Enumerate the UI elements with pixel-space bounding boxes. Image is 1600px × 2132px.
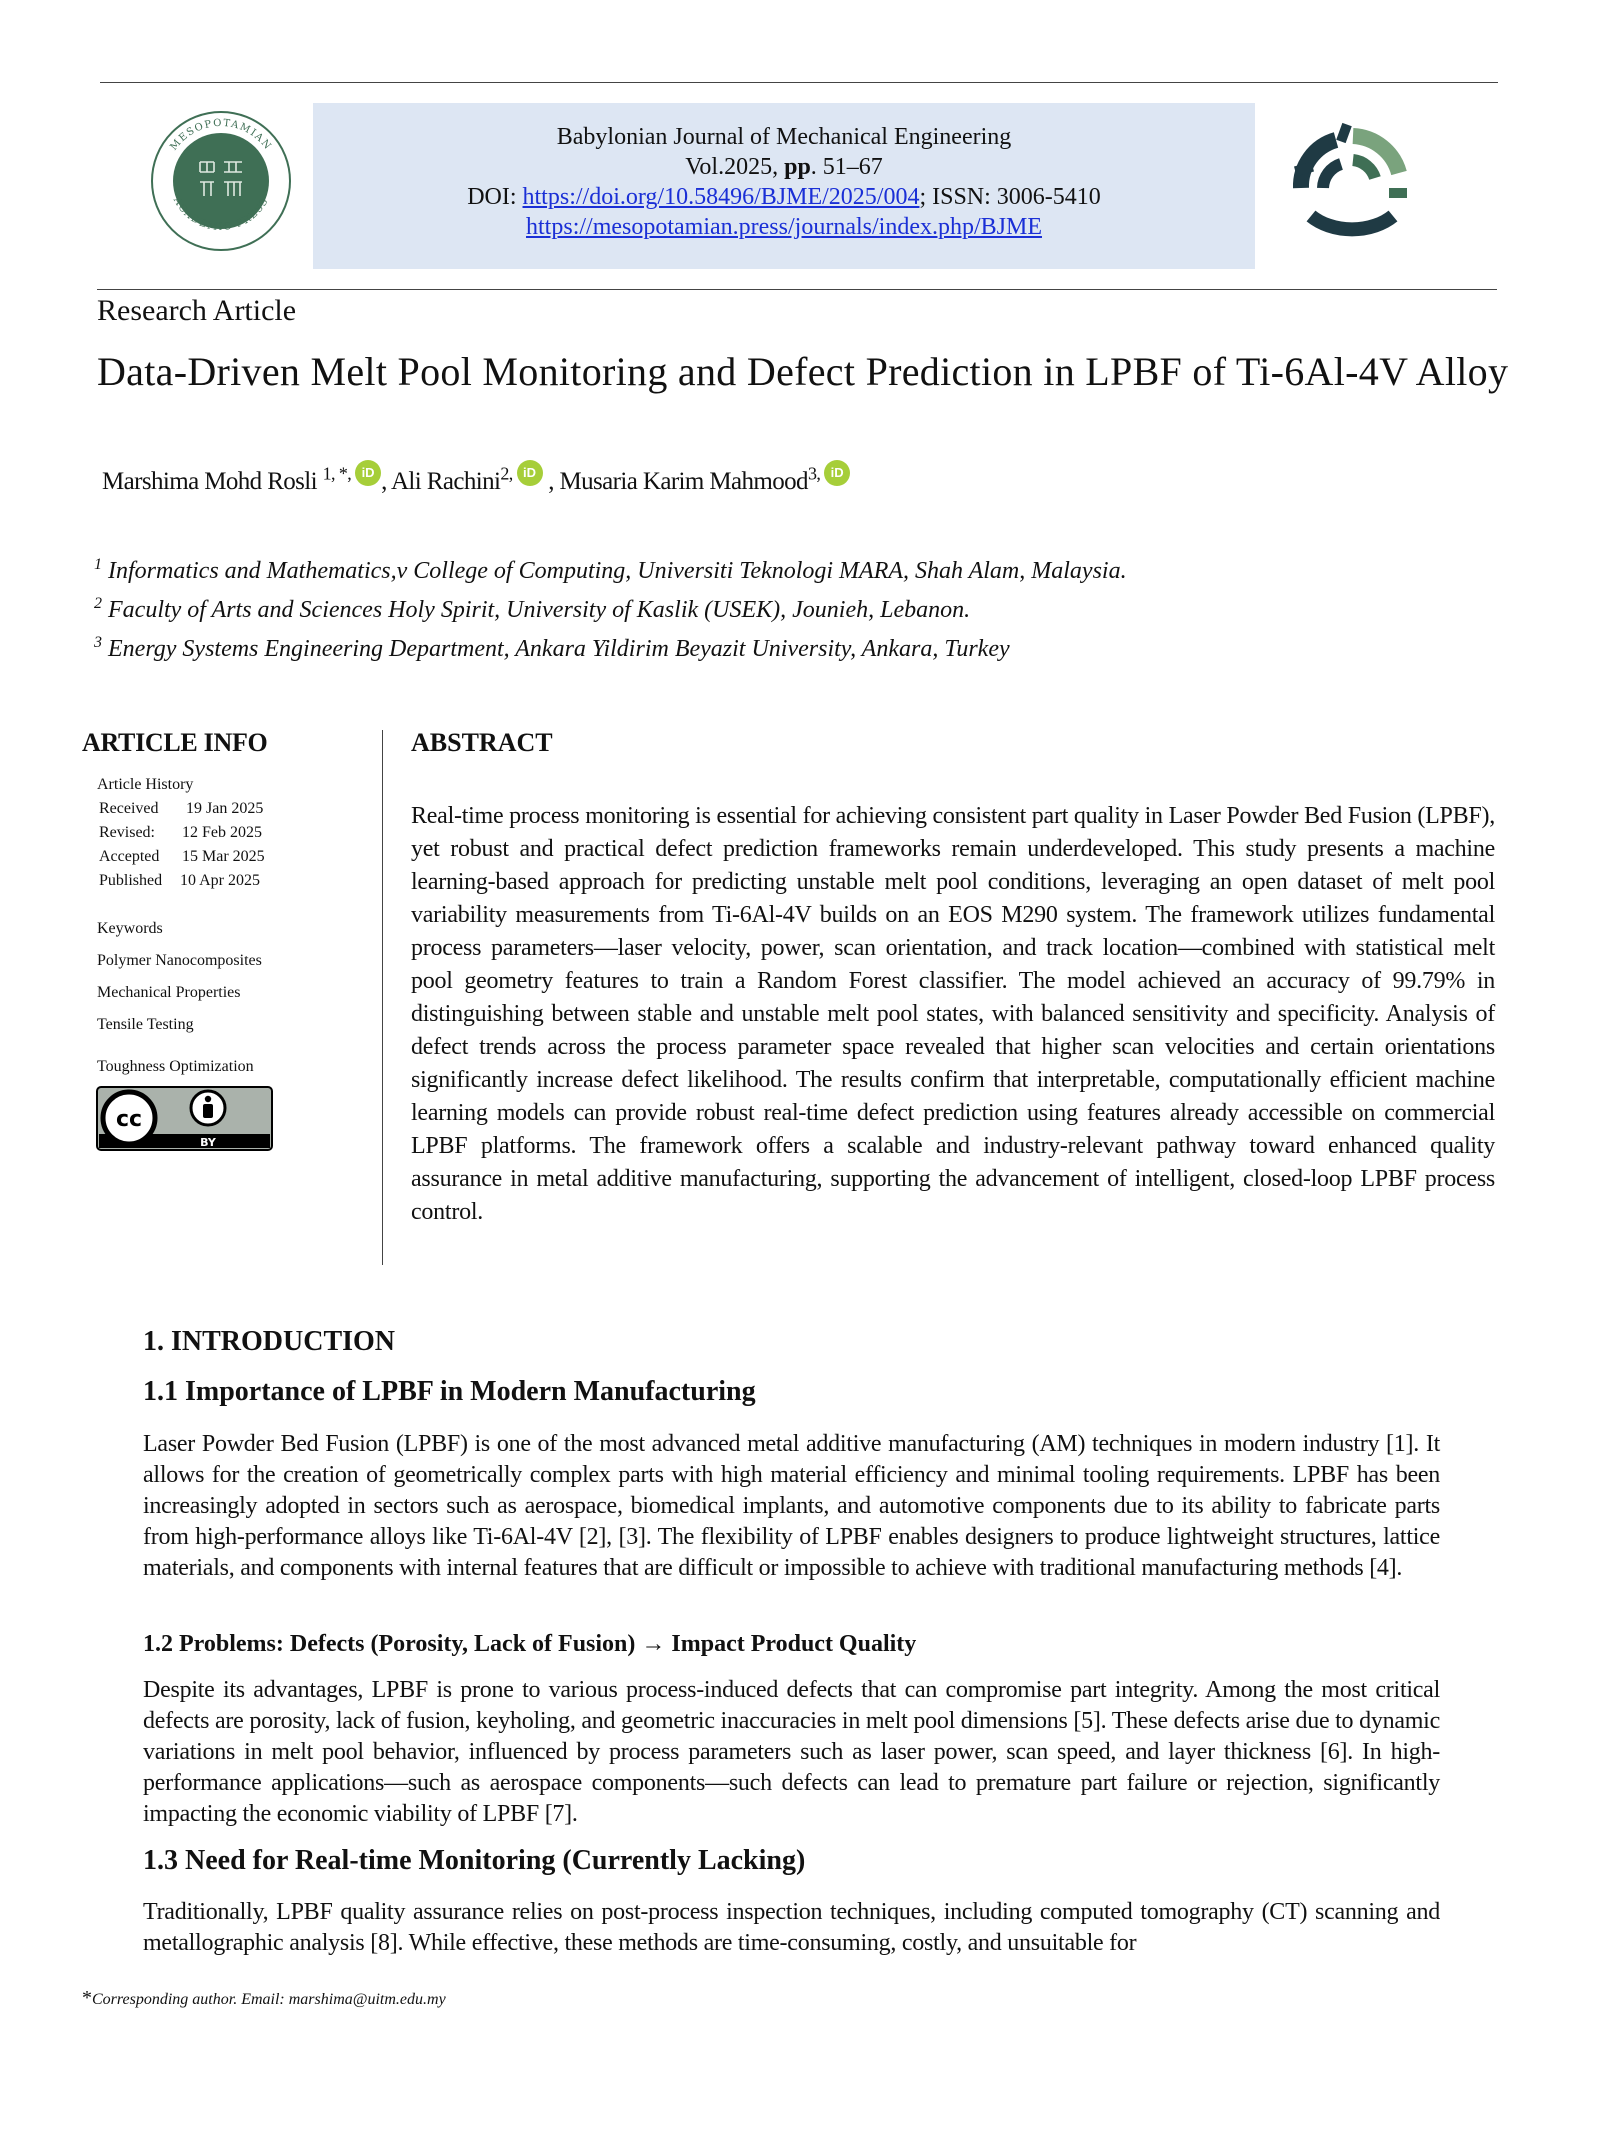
keyword-item: Polymer Nanocomposites xyxy=(97,952,262,969)
doi-line xyxy=(313,182,1255,212)
journal-url-link[interactable]: https://mesopotamian.press/journals/index.php/BJME xyxy=(526,214,1042,240)
subsection-heading-1-2: 1.2 Problems: Defects (Porosity, Lack of Fusion) → Impact Product Quality xyxy=(143,1631,917,1657)
issn-text: ; ISSN: 3006-5410 xyxy=(919,184,1101,210)
affiliation-number: 2 xyxy=(94,595,102,612)
affiliation-text: Faculty of Arts and Sciences Holy Spirit, University of Kaslik (USEK), Jounieh, Lebanon. xyxy=(102,597,971,623)
affiliation-1 xyxy=(94,556,1127,585)
subsection-heading-1-1: 1.1 Importance of LPBF in Modern Manufacturing xyxy=(143,1376,756,1407)
journal-name: Babylonian Journal of Mechanical Engineering xyxy=(556,124,1012,150)
author-affiliation-marker: 1, *, xyxy=(322,463,356,484)
pages-label: pp xyxy=(784,154,811,180)
author-name: , Musaria Karim Mahmood xyxy=(542,468,808,495)
svg-text:ACADEMIC PRESS: ACADEMIC PRESS xyxy=(170,195,272,234)
affiliation-3 xyxy=(94,634,1010,663)
publisher-seal-logo xyxy=(150,110,292,252)
orcid-icon[interactable]: iD xyxy=(355,460,381,486)
top-rule xyxy=(100,82,1498,83)
header-rule xyxy=(97,289,1497,290)
affiliation-2 xyxy=(94,595,970,624)
journal-header-box xyxy=(313,103,1255,269)
author-affiliation-marker: 3, xyxy=(807,463,825,484)
author-name: , Ali Rachini xyxy=(381,468,501,495)
affiliation-text: Energy Systems Engineering Department, Ankara Yildirim Beyazit University, Ankara, Turkey xyxy=(102,636,1010,662)
by-text: BY xyxy=(200,1136,216,1149)
journal-url-line xyxy=(313,212,1255,242)
history-label: Received xyxy=(99,800,159,817)
author-affiliation-marker: 2, xyxy=(500,463,517,484)
paper-title: Data-Driven Melt Pool Monitoring and Defect Prediction in LPBF of Ti-6Al-4V Alloy xyxy=(97,349,1509,394)
abstract-heading: ABSTRACT xyxy=(411,728,553,757)
keyword-item: Toughness Optimization xyxy=(97,1058,254,1075)
pages-value: . 51–67 xyxy=(810,154,883,180)
footnote-star: * xyxy=(82,1987,92,2009)
cc-by-license-badge[interactable] xyxy=(96,1086,273,1151)
history-label: Revised: xyxy=(99,824,155,841)
history-date: 15 Mar 2025 xyxy=(182,848,265,865)
history-label: Published xyxy=(99,872,163,889)
volume-text: Vol.2025, xyxy=(685,154,785,180)
affiliation-text: Informatics and Mathematics,v College of Computing, Universiti Teknologi MARA, Shah Alam, Malaysia. xyxy=(102,558,1127,584)
affiliation-number: 3 xyxy=(94,634,102,651)
keyword-item: Tensile Testing xyxy=(97,1016,194,1033)
section-heading-introduction: 1. INTRODUCTION xyxy=(143,1326,396,1357)
doi-label: DOI: xyxy=(467,184,523,210)
article-type: Research Article xyxy=(97,294,297,327)
keywords-label: Keywords xyxy=(97,920,163,937)
journal-gear-logo xyxy=(1281,118,1416,253)
footnote-text: Corresponding author. Email: marshima@uitm.edu.my xyxy=(92,1991,446,2008)
column-divider xyxy=(382,730,383,1265)
abstract-text: Real-time process monitoring is essential for achieving consistent part quality in Laser Powder Bed Fusion (LPBF), yet robust and practical defect prediction frameworks remain underdeveloped. This study presents a machine learning-based approach for predicting unstable melt pool conditions, leveraging an open dataset of melt pool variability measurements from Ti-6Al-4V builds on an EOS M290 system. The framework utilizes fundamental process parameters—laser velocity, power, scan orientation, and track location—combined with statistical melt pool geometry features to train a Random Forest classifier. The model achieved an accuracy of 99.79% in distinguishing between stable and unstable melt pool states, with balanced sensitivity and specificity. Analysis of defect trends across the process parameter space revealed that higher scan velocities and certain orientations significantly increase defect likelihood. The results confirm that interpretable, computationally efficient machine learning models can provide robust real-time defect prediction using features already accessible on commercial LPBF platforms. The framework offers a scalable and industry-relevant pathway toward enhanced quality assurance in metal additive manufacturing, supporting the advancement of intelligent, closed-loop LPBF process control. xyxy=(411,803,1495,1225)
doi-link[interactable]: https://doi.org/10.58496/BJME/2025/004 xyxy=(522,184,920,210)
affiliation-number: 1 xyxy=(94,556,102,573)
orcid-icon[interactable]: iD xyxy=(824,460,850,486)
history-date: 10 Apr 2025 xyxy=(180,872,260,889)
svg-text:MESOPOTAMIAN: MESOPOTAMIAN xyxy=(168,117,274,153)
history-label: Accepted xyxy=(99,848,160,865)
keyword-item: Mechanical Properties xyxy=(97,984,241,1001)
author-name: Marshima Mohd Rosli xyxy=(102,468,323,495)
orcid-icon[interactable]: iD xyxy=(517,460,543,486)
cc-text: cc xyxy=(115,1107,143,1132)
paragraph-1-1: Laser Powder Bed Fusion (LPBF) is one of the most advanced metal additive manufacturing (AM) techniques in modern industry [1]. It allows for the creation of geometrically complex parts with high material efficiency and minimal tooling requirements. LPBF has been increasingly adopted in sectors such as aerospace, biomedical implants, and automotive components due to its ability to fabricate parts from high-performance alloys like Ti-6Al-4V [2], [3]. The flexibility of LPBF enables designers to produce lightweight structures, lattice materials, and components with internal features that are difficult or impossible to achieve with traditional manufacturing methods [4]. xyxy=(143,1431,1440,1581)
corresponding-author-footnote xyxy=(82,1987,446,2010)
subsection-heading-1-3: 1.3 Need for Real-time Monitoring (Currently Lacking) xyxy=(143,1845,806,1876)
article-history-label: Article History xyxy=(97,776,194,793)
history-date: 12 Feb 2025 xyxy=(182,824,262,841)
journal-volume xyxy=(313,152,1255,182)
article-info-heading: ARTICLE INFO xyxy=(82,728,268,757)
paragraph-1-2: Despite its advantages, LPBF is prone to various process-induced defects that can compromise part integrity. Among the most critical defects are porosity, lack of fusion, keyholing, and geometric inaccuracies in melt pool dimensions [5]. These defects arise due to dynamic variations in melt pool behavior, influenced by process parameters such as laser power, scan speed, and layer thickness [6]. In high-performance applications—such as aerospace components—such defects can lead to premature part failure or rejection, significantly impacting the economic viability of LPBF [7]. xyxy=(143,1677,1440,1827)
author-list xyxy=(102,460,850,496)
paragraph-1-3: Traditionally, LPBF quality assurance relies on post-process inspection techniques, including computed tomography (CT) scanning and metallographic analysis [8]. While effective, these methods are time-consuming, costly, and unsuitable for xyxy=(143,1899,1440,1956)
history-date: 19 Jan 2025 xyxy=(186,800,264,817)
